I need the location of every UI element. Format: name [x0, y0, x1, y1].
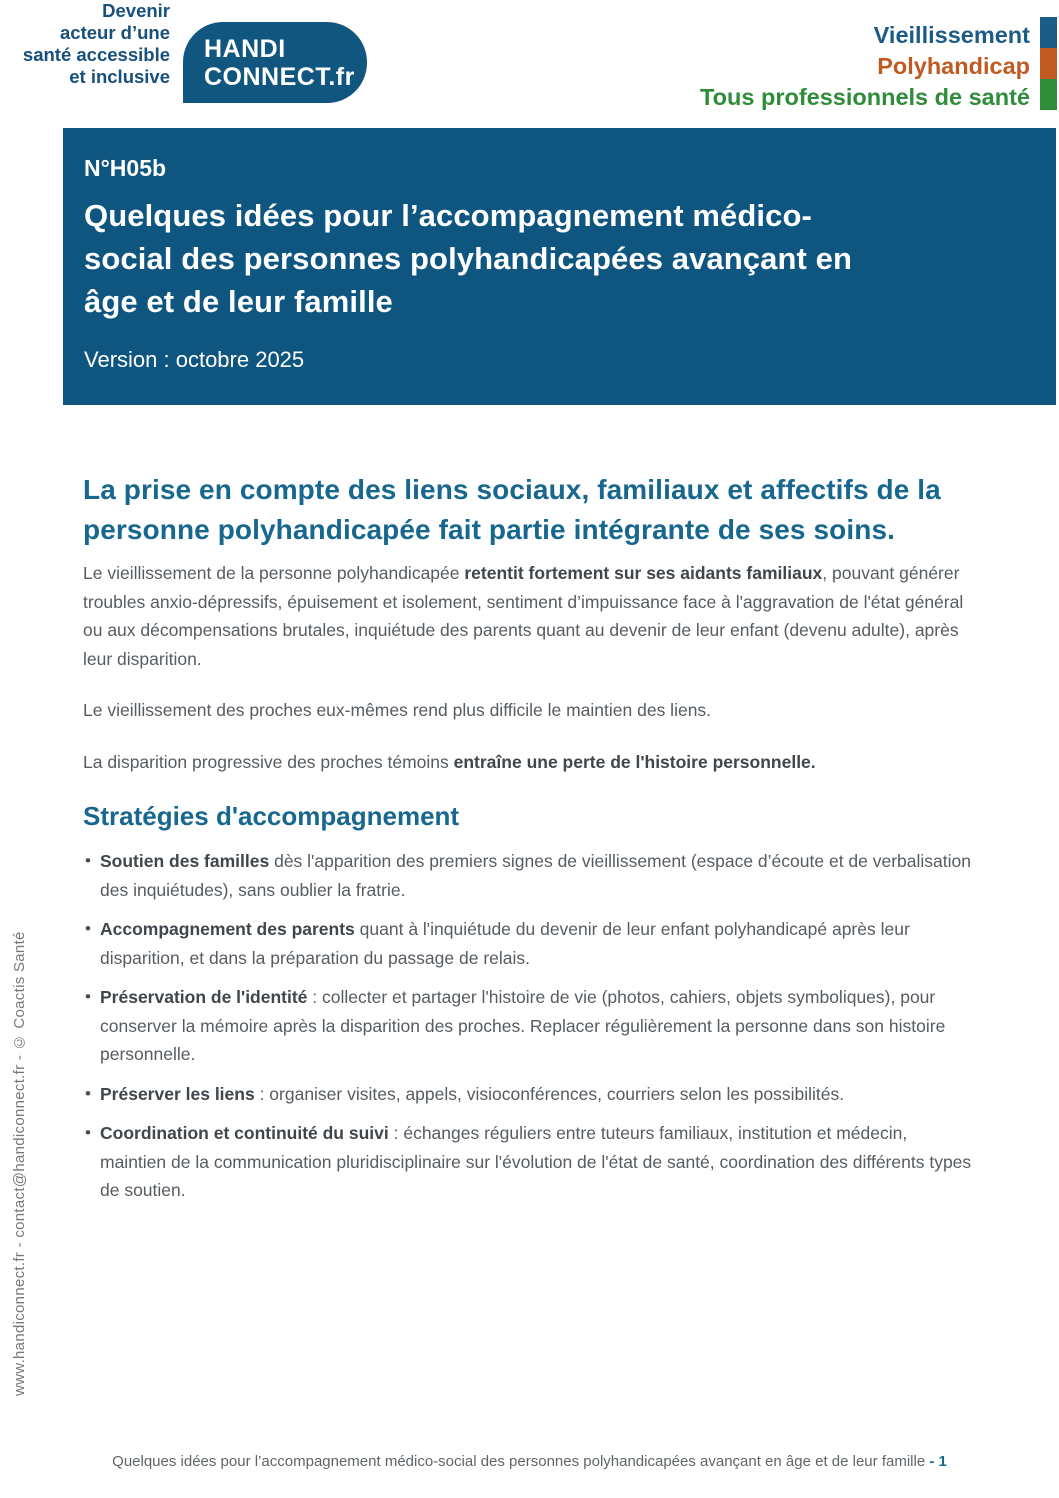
topic-labels — [700, 20, 1030, 113]
tagline-line: santé accessible — [22, 44, 170, 65]
topic-label-vieillissement: Vieillissement — [873, 22, 1030, 48]
topic-bar-segment-blue — [1040, 17, 1057, 48]
page-footer — [0, 1452, 1059, 1472]
header-block — [63, 128, 1056, 405]
side-credit: www.handiconnect.fr - contact@handiconnect.fr - © Coactis Santé — [11, 931, 28, 1396]
document-version: Version : octobre 2025 — [84, 347, 305, 372]
tagline-line: Devenir — [102, 0, 170, 21]
logo-text-line: HANDI — [204, 35, 286, 63]
topic-label-professionnels: Tous professionnels de santé — [700, 84, 1030, 110]
document-title: Quelques idées pour l’accompagnement médico-social des personnes polyhandicapées avançant en âge et de leur famille — [84, 198, 853, 319]
logo-text-line: CONNECT.fr — [204, 63, 355, 91]
topic-color-bar — [1040, 17, 1057, 110]
bullet-item: • Préserver les liens : organiser visites, appels, visioconférences, courriers selon les possibilités. — [83, 1080, 973, 1109]
sheet-number: N°H05b — [84, 155, 167, 181]
paragraph: Le vieillissement de la personne polyhandicapée retentit fortement sur ses aidants familiaux, pouvant générer troubles anxio-dépressifs, épuisement et isolement, sentiment d’impuissance face à l'aggravation de l'état général ou aux décompensations brutales, inquiétude des parents quant au devenir de leur enfant (devenu adulte), après leur disparition. — [83, 563, 964, 669]
paragraph: Le vieillissement des proches eux-mêmes rend plus difficile le maintien des liens. — [83, 700, 712, 720]
tagline-line: et inclusive — [69, 66, 170, 87]
topic-bar-segment-orange — [1040, 48, 1057, 79]
section-heading: La prise en compte des liens sociaux, familiaux et affectifs de la personne polyhandicapée fait partie intégrante de ses soins. — [83, 474, 941, 545]
brand-tagline — [0, 0, 170, 88]
main-content — [83, 470, 973, 1216]
bullet-item: • Accompagnement des parents quant à l'inquiétude du devenir de leur enfant polyhandicapé après leur disparition, et dans la préparation du passage de relais. — [83, 915, 973, 972]
tagline-line: acteur d’une — [60, 22, 170, 43]
page-number: - 1 — [929, 1453, 947, 1470]
footer-title: Quelques idées pour l’accompagnement médico-social des personnes polyhandicapées avançant en âge et de leur famille — [112, 1453, 930, 1470]
handiconnect-logo — [183, 22, 367, 103]
strategy-bullet-list — [83, 847, 973, 1205]
paragraph: La disparition progressive des proches témoins entraîne une perte de l'histoire personnelle. — [83, 751, 816, 772]
topic-bar-segment-green — [1040, 79, 1057, 110]
bullet-item: • Coordination et continuité du suivi : échanges réguliers entre tuteurs familiaux, institution et médecin, maintien de la communication pluridisciplinaire sur l'évolution de l'état de santé, coordination des différents types de soutien. — [83, 1119, 973, 1205]
topic-label-polyhandicap: Polyhandicap — [877, 53, 1030, 79]
bullet-item: • Soutien des familles dès l'apparition des premiers signes de vieillissement (espace d’écoute et de verbalisation des inquiétudes), sans oublier la fratrie. — [83, 847, 973, 904]
bullet-item: • Préservation de l'identité : collecter et partager l'histoire de vie (photos, cahiers, objets symboliques), pour conserver la mémoire après la disparition des proches. Replacer régulièrement la personne dans son histoire personnelle. — [83, 983, 973, 1069]
subsection-heading: Stratégies d'accompagnement — [83, 801, 460, 831]
